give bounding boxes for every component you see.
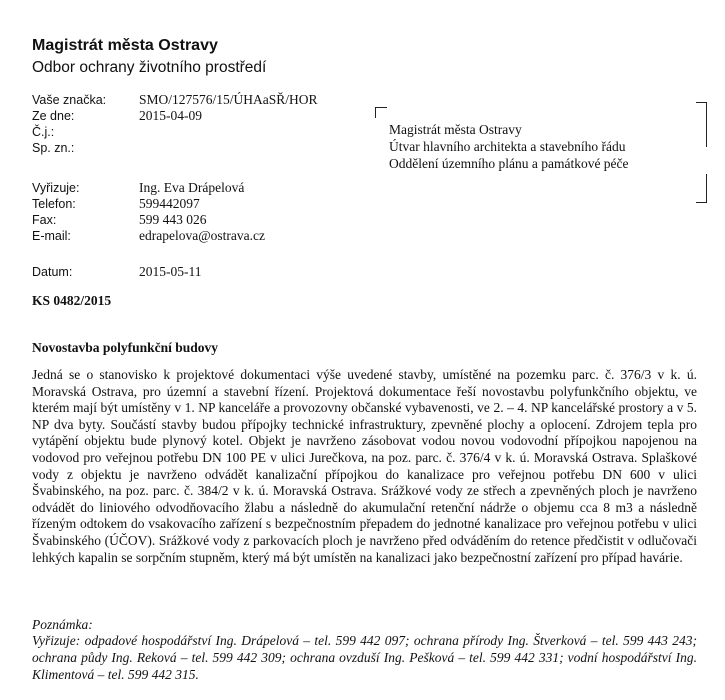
document-ref-number: KS 0482/2015 xyxy=(32,293,112,308)
notes-text: Vyřizuje: odpadové hospodářství Ing. Drápelová – tel. 599 442 097; ochrana přírody Ing. Štverková – tel. 599 443 243; ochrana půdy Ing. Reková – tel. 599 442 309; ochrana ovzduší Ing. Pešková – tel. 599 442 331; vodní hospodářství Ing. Klimentová – tel. 599 442 315. xyxy=(32,633,697,682)
address-window-corner xyxy=(696,102,707,147)
value-email: edrapelova@ostrava.cz xyxy=(139,228,265,243)
address-window-corner xyxy=(696,174,707,203)
document-body: Jedná se o stanovisko k projektové dokumentaci výše uvedené stavby, umístěné na pozemku parc. č. 376/3 v k. ú. Moravská Ostrava, pro územní a stavební řízení. Projektová dokumentace řeší novostavbu polyfunkčního objektu, ve kterém mají být umístěny v 1. NP kanceláře a provozovny občanské vybavenosti, ve 2. – 4. NP kancelářské prostory a v 5. NP dva byty. Součástí stavby budou přípojky technické infrastruktury, zpevněné plochy a oplocení. Zdrojem tepla pro vytápění objektu bude plynový kotel. Objekt je navrženo zásobovat vodou novou vodovodní přípojkou napojenou na vodovod pro veřejnou potřebu DN 100 PE v ulici Jurečkova, na poz. parc. č. 376/4 v k. ú. Moravská Ostrava. Splaškové vody z objektu je navrženo odvádět kanalizační přípojkou do kanalizace pro veřejnou potřebu DN 600 v ulici Švabinského, na poz. parc. č. 384/2 v k. ú. Moravská Ostrava. Srážkové vody ze střech a zpevněných ploch je navrženo odvádět do liniového odvodňovacího žlabu a následně do akumulační retenční nádrže o objemu cca 8 m3 a následně řízeným odtokem do vsakovacího zařízení s bezpečnostním přepadem do jednotné kanalizace pro veřejnou potřebu v ulici Švabinského (ÚČOV). Srážkové vody z parkovacích ploch je navrženo před odváděním do retence předčistit v odlučovači lehkých kapalin se sorpčním stupněm, který má být umístěn na kanalizaci jako bezpečnostní zařízení pro případ havárie. xyxy=(32,367,697,565)
value-handled-by: Ing. Eva Drápelová xyxy=(139,180,245,195)
organization-name: Magistrát města Ostravy xyxy=(32,37,218,54)
label-fax: Fax: xyxy=(32,213,57,227)
recipient-line: Magistrát města Ostravy xyxy=(389,122,522,137)
label-dated: Ze dne: xyxy=(32,109,75,123)
value-your-ref: SMO/127576/15/ÚHAaSŘ/HOR xyxy=(139,92,318,107)
label-phone: Telefon: xyxy=(32,197,76,211)
value-phone: 599442097 xyxy=(139,196,200,211)
recipient-line: Oddělení územního plánu a památkové péče xyxy=(389,156,629,171)
department-name: Odbor ochrany životního prostředí xyxy=(32,59,267,76)
value-fax: 599 443 026 xyxy=(139,212,207,227)
document-subject: Novostavba polyfunkční budovy xyxy=(32,340,219,355)
label-ref-number: Č.j.: xyxy=(32,125,55,139)
recipient-line: Útvar hlavního architekta a stavebního řádu xyxy=(389,139,626,154)
value-dated: 2015-04-09 xyxy=(139,108,202,123)
value-date: 2015-05-11 xyxy=(139,264,202,279)
label-file-mark: Sp. zn.: xyxy=(32,141,75,155)
notes-title: Poznámka: xyxy=(32,617,93,632)
label-email: E-mail: xyxy=(32,229,71,243)
label-handled-by: Vyřizuje: xyxy=(32,181,80,195)
address-window-corner xyxy=(375,107,387,118)
label-your-ref: Vaše značka: xyxy=(32,93,107,107)
label-date: Datum: xyxy=(32,265,73,279)
